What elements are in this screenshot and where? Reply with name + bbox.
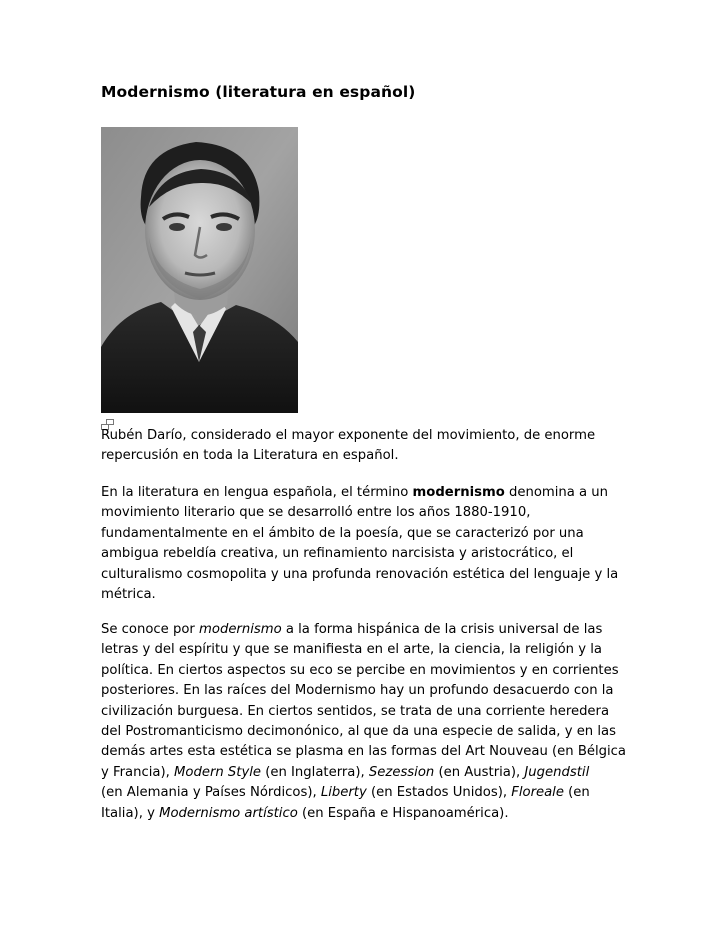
text-line: métrica. [101,586,156,602]
text-span: (en Estados Unidos), [366,785,512,801]
text-span: (en Inglaterra), [261,764,369,780]
paragraph-1 [101,483,631,605]
caption-line: repercusión en toda la Literatura en español. [101,448,399,464]
italic-term: Floreale [511,785,564,801]
text-line: del Postromanticismo decimonónico, al que da una especie de salida, y en las [101,723,616,739]
text-line [101,763,631,783]
text-line: demás artes esta estética se plasma en las formas del Art Nouveau (en Bélgica [101,744,627,760]
text-line: letras y del espíritu y que se manifiesta en el arte, la ciencia, la religión y la [101,642,602,658]
portrait-photo [101,127,298,413]
italic-term: Sezession [368,764,435,780]
paragraph-2 [101,620,631,824]
text-line: civilización burguesa. En ciertos sentidos, se trata de una corriente heredera [101,703,610,719]
text-span: (en Alemania y Países Nórdicos), [101,785,321,801]
italic-term: Jugendstil [524,764,590,780]
text-line [101,804,631,824]
text-line [101,783,631,803]
page-title: Modernismo (literatura en español) [101,83,416,101]
text-span: Se conoce por [101,622,200,637]
text-line: ambigua rebeldía creativa, un refinamiento narcisista y aristocrático, el [101,546,574,562]
image-caption [101,426,631,467]
text-line [101,620,631,640]
text-span: denomina a un [504,485,609,500]
text-line: culturalismo cosmopolita y una profunda renovación estética del lenguaje y la [101,566,619,582]
bold-term: modernismo [412,485,505,500]
text-span: (en España e Hispanoamérica). [297,805,509,821]
text-span: En la literatura en lengua española, el término [101,485,413,500]
text-span: y Francia), [101,764,175,780]
text-line: política. En ciertos aspectos su eco se percibe en movimientos y en corrientes [101,662,619,678]
italic-term: Modernismo artístico [159,805,298,821]
italic-term: Modern Style [174,764,262,780]
text-span: Italia), y [101,805,160,821]
italic-term: Liberty [320,785,367,801]
text-span: a la forma hispánica de la crisis universal de las [281,622,603,637]
text-line: movimiento literario que se desarrolló entre los años 1880-1910, [101,505,531,521]
text-line: posteriores. En las raíces del Modernismo hay un profundo desacuerdo con la [101,683,614,699]
italic-term: modernismo [199,622,282,637]
text-span: (en [563,785,590,801]
text-span: (en Austria), [434,764,525,780]
text-line: fundamentalmente en el ámbito de la poesía, que se caracterizó por una [101,525,584,541]
text-line [101,483,631,503]
caption-line: Rubén Darío, considerado el mayor exponente del movimiento, de enorme [101,428,596,443]
